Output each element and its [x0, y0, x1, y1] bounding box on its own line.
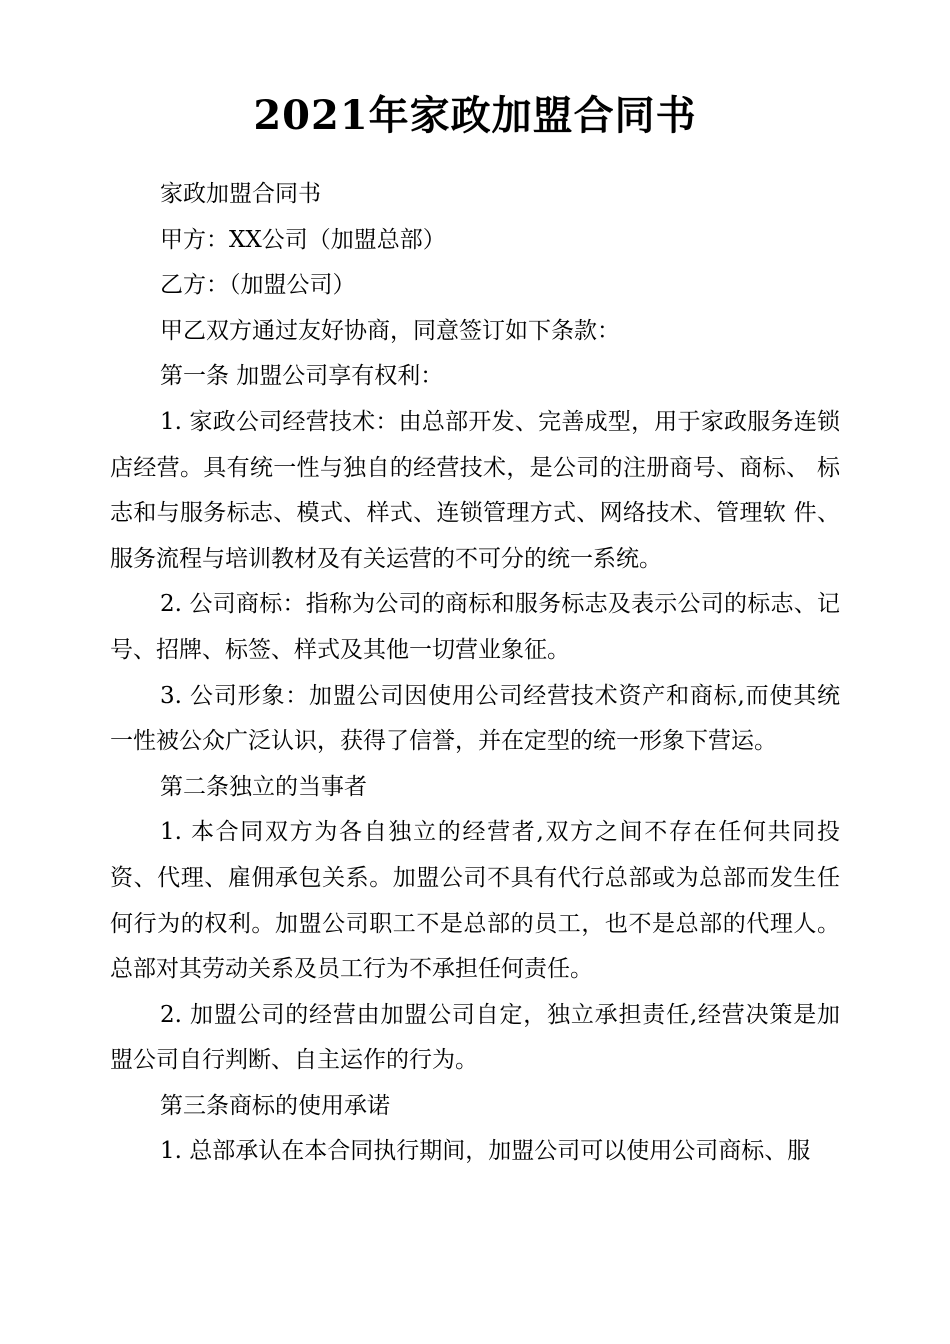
article-1-heading: 第一条 加盟公司享有权利：: [160, 363, 444, 390]
article-2-heading: 第二条独立的当事者: [160, 773, 367, 800]
article-1-clause-1: 1. 家政公司经营技术：由总部开发、完善成型，用于家政服务连锁店经营。具有统一性与独自的经营技术，是公司的注册商号、商标、 标志和与服务标志、模式、样式、连锁管理方式、网络技术、管理软 件、服务流程与培训教材及有关运营的不可分的统一系统。: [110, 408, 840, 572]
article-2-clause-2: 2. 加盟公司的经营由加盟公司自定，独立承担责任,经营决策是加 盟公司自行判断、自主运作的行为。: [110, 1001, 840, 1074]
document-body: [110, 172, 840, 1175]
paragraph-party-b: 乙方：（加盟公司）: [160, 272, 356, 299]
article-3-heading: 第三条商标的使用承诺: [160, 1092, 390, 1119]
article-1-clause-2: 2. 公司商标：指称为公司的商标和服务标志及表示公司的标志、记号、招牌、标签、样式及其他一切营业象征。: [110, 591, 840, 663]
article-3-clause-1: 1. 总部承认在本合同执行期间，加盟公司可以使用公司商标、服: [160, 1138, 811, 1165]
article-1-clause-3: 3. 公司形象：加盟公司因使用公司经营技术资产和商标,而使其统一性被公众广泛认识，获得了信誉，并在定型的统一形象下营运。: [110, 682, 840, 755]
paragraph-subtitle: 家政加盟合同书: [160, 181, 321, 207]
paragraph-agreement-intro: 甲乙双方通过友好协商，同意签订如下条款：: [160, 317, 620, 344]
document-title: 2021年家政加盟合同书: [253, 92, 697, 139]
article-2-clause-1: 1. 本合同双方为各自独立的经营者,双方之间不存在任何共同投资、代理、雇佣承包关系。加盟公司不具有代行总部或为总部而发生任何行为的权利。加盟公司职工不是总部的员工，也不是总部的代理人。总部对其劳动关系及员工行为不承担任何责任。: [110, 819, 840, 983]
paragraph-party-a: 甲方：XX公司（加盟总部）: [160, 226, 446, 253]
